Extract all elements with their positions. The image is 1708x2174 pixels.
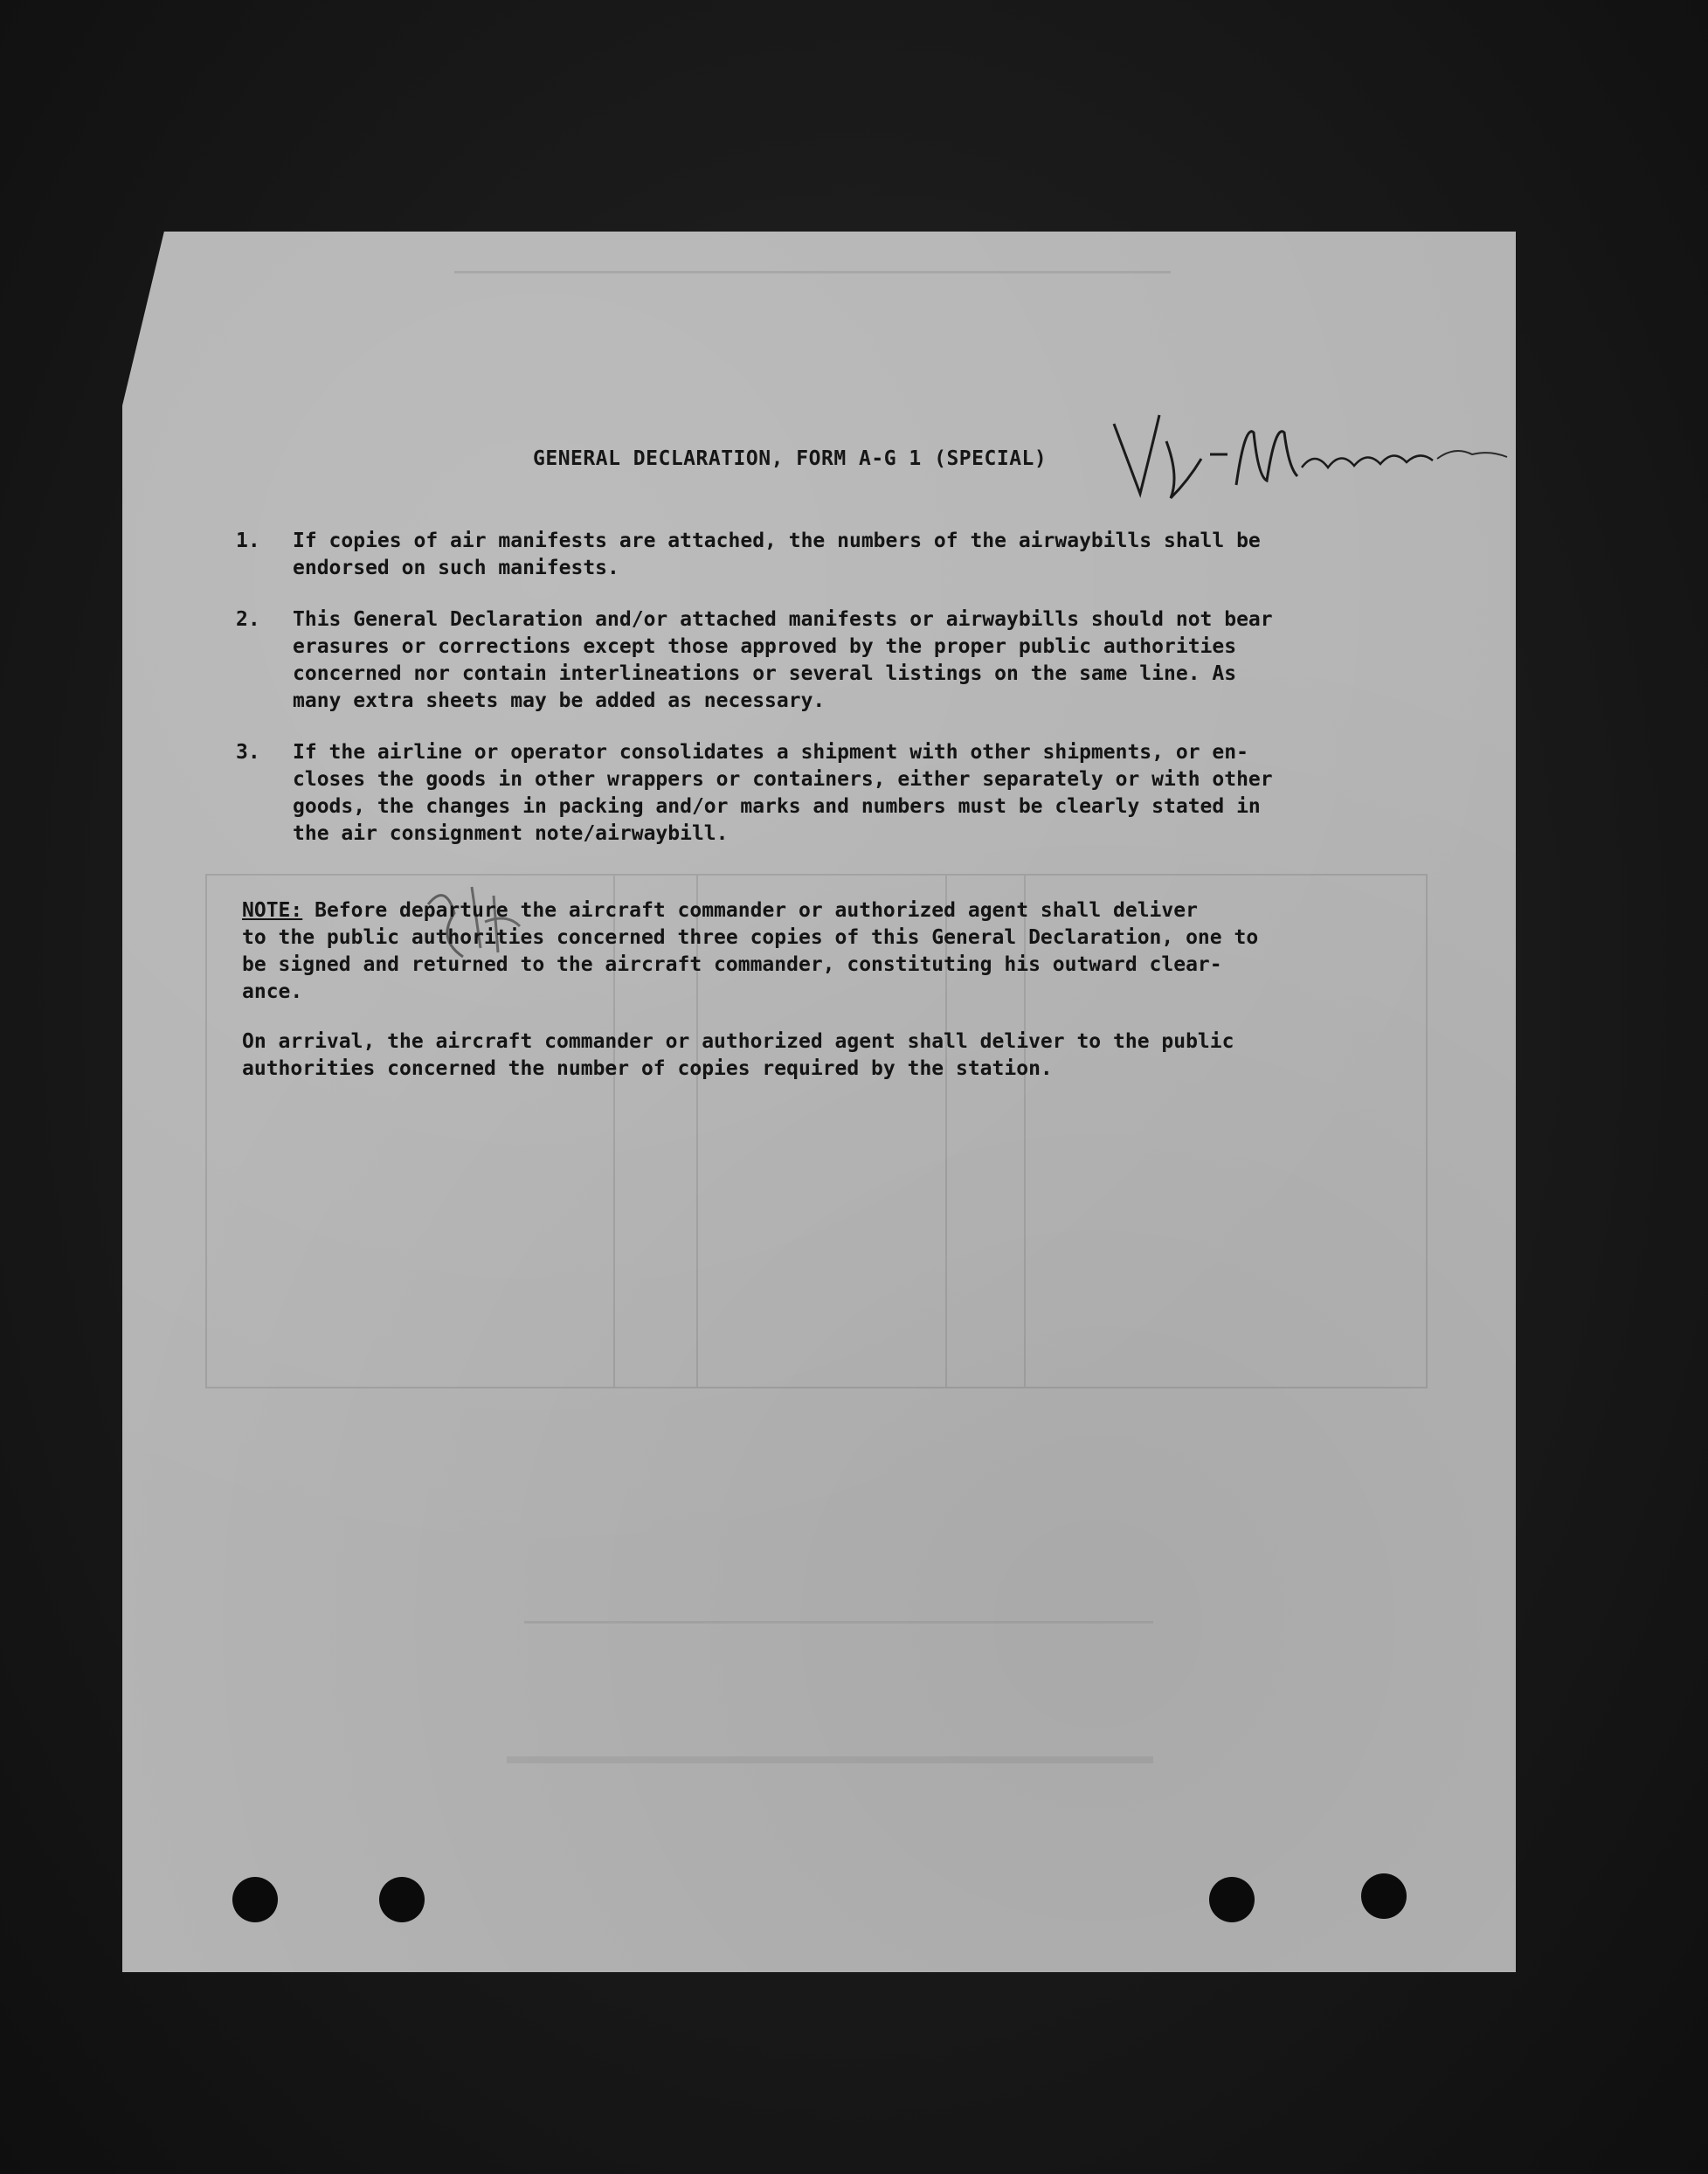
item-number: 3. bbox=[236, 741, 260, 764]
bleed-through-rules bbox=[454, 271, 1171, 273]
item-text: This General Declaration and/or attached manifests or airwaybills should not bear erasures or corrections except those approved by the proper public authorities concerned nor contain interlineations or several listings on the same line. As many extra sheets may be added as necessary. bbox=[293, 608, 1273, 712]
arrival-paragraph: On arrival, the aircraft commander or authorized agent shall deliver to the public authorities concerned the number of copies required by the station. bbox=[242, 1030, 1234, 1080]
page-title: GENERAL DECLARATION, FORM A-G 1 (SPECIAL) bbox=[533, 447, 1048, 470]
punch-hole-icon bbox=[232, 1877, 278, 1922]
note-text: Before departure the aircraft commander or authorized agent shall deliver to the public authorities concerned three copies of this General Declaration, one to be signed and returned to the aircraft commander, constituting his outward clear- ance. bbox=[242, 899, 1259, 1003]
item-text: If copies of air manifests are attached, the numbers of the airwaybills shall be endorsed on such manifests. bbox=[293, 530, 1261, 579]
note-label: NOTE: bbox=[242, 899, 303, 922]
item-number: 1. bbox=[236, 530, 260, 552]
item-text: If the airline or operator consolidates a shipment with other shipments, or en- closes the goods in other wrappers or containers, either separately or with other goods, the changes in packing and/or marks and numbers must be clearly stated in the air consignment note/airwaybill. bbox=[293, 741, 1273, 845]
signature-icon bbox=[1105, 406, 1516, 511]
punch-hole-icon bbox=[1209, 1877, 1255, 1922]
punch-hole-icon bbox=[379, 1877, 425, 1922]
note-paragraph bbox=[242, 897, 1413, 1006]
bleed-through-rules bbox=[507, 1756, 1153, 1763]
punch-hole-icon bbox=[1361, 1873, 1407, 1919]
bleed-through-rules bbox=[524, 1621, 1153, 1624]
item-number: 2. bbox=[236, 608, 260, 631]
